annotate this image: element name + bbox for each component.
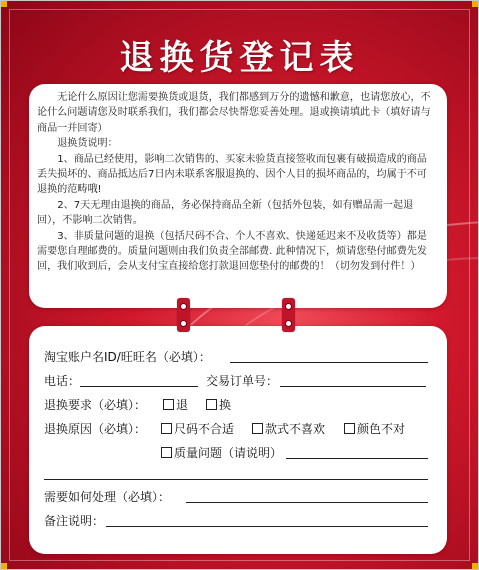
checkbox[interactable] — [344, 423, 355, 434]
clip-hole — [180, 303, 187, 310]
corner-mark — [1, 563, 7, 569]
reason-option-color[interactable]: 颜色不对 — [344, 421, 405, 437]
checkbox[interactable] — [206, 399, 217, 410]
binder-clip — [177, 298, 190, 332]
request-label: 退换要求（必填）： — [44, 398, 147, 412]
order-number-field[interactable] — [280, 386, 426, 387]
checkbox[interactable] — [252, 423, 263, 434]
page-title: 退换货登记表 — [119, 38, 360, 78]
checkbox[interactable] — [163, 399, 174, 410]
clip-hole — [285, 320, 292, 327]
request-option-exchange[interactable]: 换 — [206, 397, 231, 413]
clip-hole — [180, 320, 187, 327]
account-field[interactable] — [230, 362, 428, 363]
reason-label: 退换原因（必填）： — [44, 422, 147, 436]
clip-hole — [285, 303, 292, 310]
reason-option-size[interactable]: 尺码不合适 — [161, 421, 234, 437]
reason-option-style[interactable]: 款式不喜欢 — [252, 421, 325, 437]
phone-label: 电话： — [44, 374, 81, 388]
notice-item-1: 1、商品已经使用，影响二次销售的、买家未验货直接签收而包裹有破损造成的商品丢失损坏的、商品抵达后7日内未联系客服退换的、因个人目的损坏商品的，均属于不可退换的范畴哦! — [37, 153, 427, 196]
notice-item-2: 2、7天无理由退换的商品，务必保持商品全新（包括外包装，如有赠品需一起退回），不影响二次销售。 — [37, 199, 414, 227]
quality-note-field[interactable] — [286, 458, 428, 459]
corner-mark — [472, 563, 478, 569]
order-label: 交易订单号： — [206, 374, 279, 388]
checkbox[interactable] — [161, 447, 172, 458]
corner-mark — [472, 1, 478, 7]
phone-field[interactable] — [80, 386, 198, 387]
reason-extra-line[interactable] — [44, 479, 428, 480]
notice-text — [37, 90, 437, 275]
binder-clip — [282, 298, 295, 332]
notice-item-3: 3、非质量问题的退换（包括尺码不合、个人不喜欢、快递延迟来不及收货等）都是需要您自理邮费的。质量问题则由我们负责全部邮费. 此种情况下，烦请您垫付邮费先发回，我们收到后，会从支付宝直接给您打款退回您垫付的邮费的！（切勿发到付件！） — [37, 230, 427, 273]
remarks-field[interactable] — [106, 526, 428, 527]
notice-heading: 退换货说明： — [57, 138, 118, 150]
request-option-return[interactable]: 退 — [163, 397, 188, 413]
corner-mark — [1, 1, 7, 7]
handling-field[interactable] — [186, 502, 428, 503]
account-label: 淘宝账户名ID/旺旺名（必填）： — [44, 350, 211, 364]
reason-option-quality[interactable]: 质量问题（请说明） — [161, 445, 282, 461]
handling-label: 需要如何处理（必填）： — [44, 490, 171, 504]
checkbox[interactable] — [161, 423, 172, 434]
remarks-label: 备注说明： — [44, 514, 105, 528]
notice-intro: 无论什么原因让您需要换货或退货，我们都感到万分的遗憾和歉意，也请您放心，不论什么问题请您及时联系我们，我们都会尽快帮您妥善处理。退或换请填此卡（填好请与商品一并回寄） — [37, 92, 431, 134]
